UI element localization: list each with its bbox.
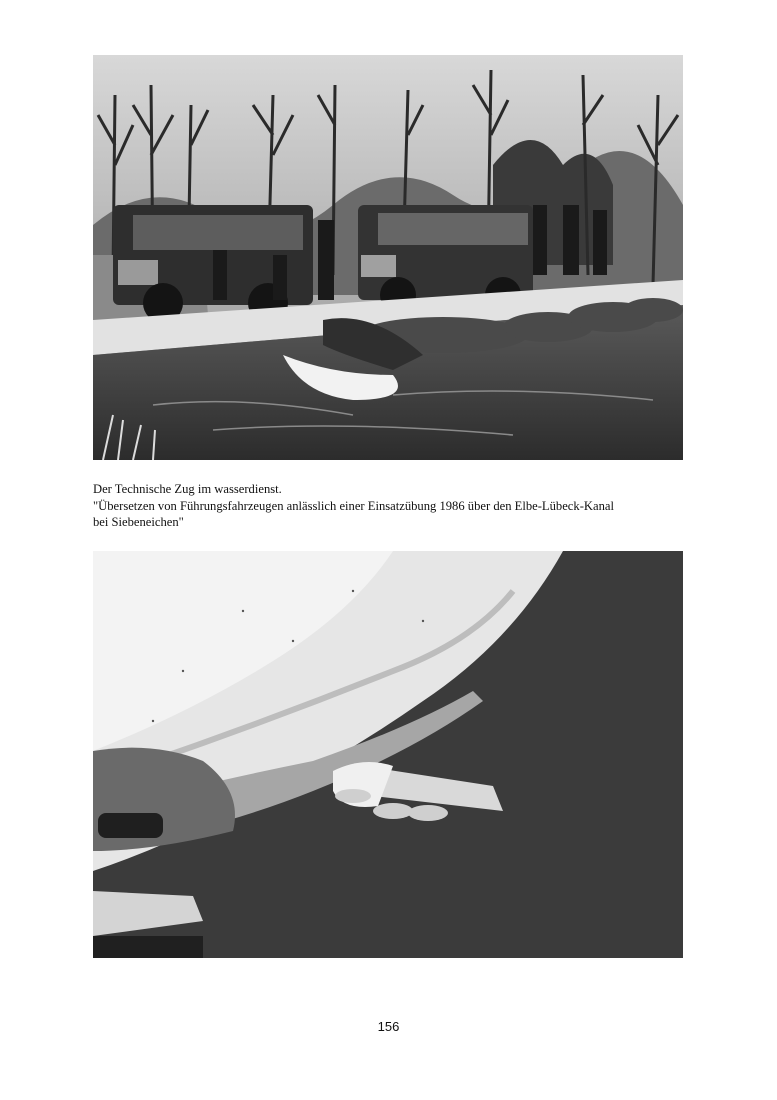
photo-aerial-canal-image — [93, 551, 683, 958]
photo-caption — [93, 481, 693, 531]
caption-line-2: "Übersetzen von Führungsfahrzeugen anlässlich einer Einsatzübung 1986 über den Elbe-Lübeck-Kanal — [93, 498, 614, 513]
page-number: 156 — [377, 1019, 400, 1034]
photo-aerial-canal — [93, 551, 683, 958]
photo-vehicle-ferry — [93, 55, 683, 460]
photo-vehicle-ferry-image — [93, 55, 683, 460]
caption-line-3: bei Siebeneichen" — [93, 515, 184, 529]
caption-line-1: Der Technische Zug im wasserdienst. — [93, 482, 282, 496]
